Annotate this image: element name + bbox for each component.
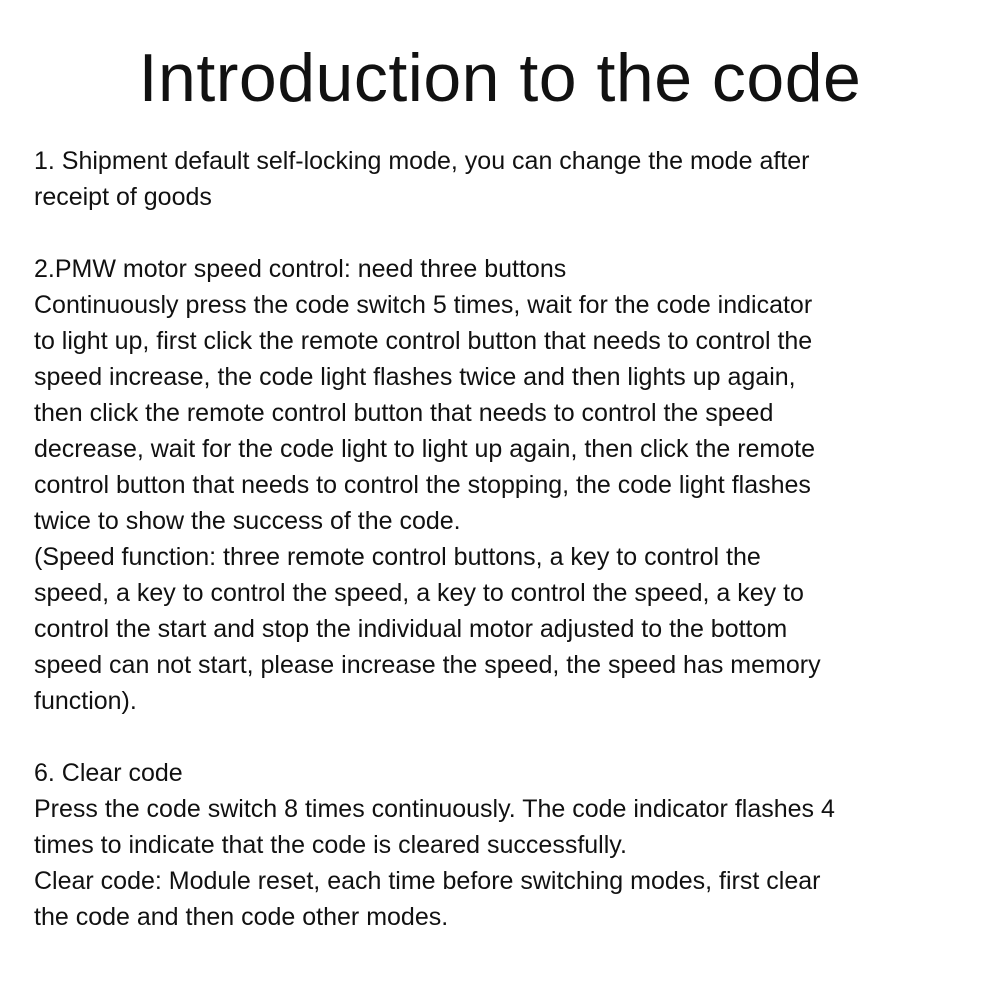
instruction-body [34,143,974,971]
clear-code-line: Press the code switch 8 times continuously. The code indicator flashes 4 [34,795,835,823]
speed-function-note-line: (Speed function: three remote control buttons, a key to control the [34,543,761,571]
default-mode-line: receipt of goods [34,183,212,211]
speed-function-note-line: speed can not start, please increase the speed, the speed has memory [34,651,821,679]
clear-code-line: times to indicate that the code is cleared successfully. [34,831,627,859]
clear-code-line: the code and then code other modes. [34,903,449,931]
speed-function-note-line: control the start and stop the individual motor adjusted to the bottom [34,615,788,643]
pwm-instruction-line: to light up, first click the remote control button that needs to control the [34,327,813,355]
clear-code-heading: 6. Clear code [34,759,183,787]
speed-function-note-line: speed, a key to control the speed, a key to control the speed, a key to [34,579,804,607]
pwm-instruction-line: decrease, wait for the code light to light up again, then click the remote [34,435,816,463]
section-pwm-speed-control [34,251,974,719]
clear-code-line: Clear code: Module reset, each time before switching modes, first clear [34,867,821,895]
pwm-instruction-line: then click the remote control button that needs to control the speed [34,399,774,427]
speed-function-note-line: function). [34,687,137,715]
section-default-mode [34,143,974,215]
section-clear-code [34,755,974,935]
pwm-instruction-line: control button that needs to control the stopping, the code light flashes [34,471,811,499]
pwm-heading: 2.PMW motor speed control: need three buttons [34,255,567,283]
page-title: Introduction to the code [138,40,862,116]
default-mode-line: 1. Shipment default self-locking mode, you can change the mode after [34,147,810,175]
pwm-instruction-line: twice to show the success of the code. [34,507,461,535]
pwm-instruction-line: Continuously press the code switch 5 times, wait for the code indicator [34,291,813,319]
pwm-instruction-line: speed increase, the code light flashes twice and then lights up again, [34,363,796,391]
